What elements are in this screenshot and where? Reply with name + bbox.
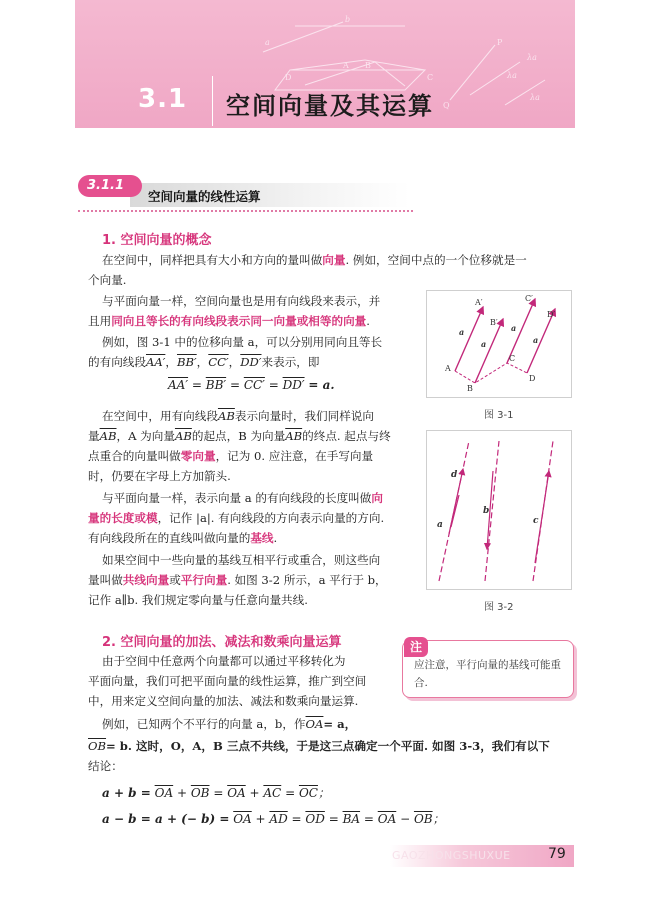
paragraph: 由于空间中任意两个向量都可以通过平移转化为 xyxy=(102,654,346,668)
deco-label: A xyxy=(343,61,349,70)
deco-label: Q xyxy=(443,101,450,110)
label-a: a xyxy=(511,323,517,333)
section-title: 空间向量的线性运算 xyxy=(148,189,261,204)
figure-3-1 xyxy=(426,290,572,398)
figure-3-2-drawing xyxy=(427,431,573,591)
figure-3-2-caption: 图 3-2 xyxy=(484,602,514,613)
paragraph: 与平面向量一样，表示向量 a 的有向线段的长度叫做向 xyxy=(102,491,383,505)
paragraph: 平面向量，我们可把平面向量的线性运算，推广到空间 xyxy=(88,674,367,688)
label-C1: C′ xyxy=(525,294,533,303)
figure-3-1-drawing xyxy=(427,291,573,399)
paragraph: 在空间中，用有向线段$\overline{AB}$表示向量时，我们同样说向 xyxy=(102,409,374,423)
label-B1: B′ xyxy=(490,318,498,327)
paragraph: 个向量. xyxy=(88,273,127,287)
paragraph: 与平面向量一样，空间向量也是用有向线段来表示，并 xyxy=(102,294,381,308)
paragraph: 中，用来定义空间向量的加法、减法和数乘向量运算. xyxy=(88,694,359,708)
equality-formula: AA′ = BB′ = CC′ = DD′ = a. xyxy=(168,378,335,392)
paragraph: 如果空间中一些向量的基线互相平行或重合，则这些向 xyxy=(102,553,381,567)
label-C: C xyxy=(509,354,516,363)
deco-label: a xyxy=(265,38,270,47)
chapter-number: 3.1 xyxy=(138,84,188,114)
label-a: a xyxy=(459,327,465,337)
paragraph: 在空间中，同样把具有大小和方向的量叫做向量. 例如，空间中点的一个位移就是一 xyxy=(102,253,527,267)
label-a: a xyxy=(437,520,443,530)
deco-label: B xyxy=(365,61,371,70)
paragraph: 时，仍要在字母上方加箭头. xyxy=(88,469,231,483)
chapter-title: 空间向量及其运算 xyxy=(226,92,434,120)
addition-formula: $a + b = \overline{OA} + \overline{OB} = \overline{OA} + \overline{AC} = \overline{OC}$； xyxy=(102,786,330,800)
header-divider xyxy=(212,76,213,126)
section-number: 3.1.1 xyxy=(87,178,125,193)
paragraph: 量叫做共线向量或平行向量. 如图 3-2 所示，a 平行于 b， xyxy=(88,573,387,587)
paragraph: 点重合的向量叫做零向量，记为 0. 应注意，在手写向量 xyxy=(88,449,374,463)
label-D1: D′ xyxy=(547,310,556,319)
label-A1: A′ xyxy=(475,298,483,307)
deco-label: b xyxy=(345,15,351,24)
subheading-operations: 2. 空间向量的加法、减法和数乘向量运算 xyxy=(102,635,342,650)
paragraph: 例如，已知两个不平行的向量 a，b，作$\overline{OA}= a$， xyxy=(102,717,357,731)
label-d: d xyxy=(451,470,458,480)
deco-label: P xyxy=(497,38,503,47)
deco-label: λa xyxy=(507,71,517,80)
label-D: D xyxy=(529,374,536,383)
paragraph: 且用同向且等长的有向线段表示同一向量或相等的向量. xyxy=(88,314,370,328)
label-a: a xyxy=(533,335,539,345)
label-c: c xyxy=(533,516,539,526)
label-B: B xyxy=(467,384,473,393)
section-divider xyxy=(78,210,413,212)
figure-3-1-caption: 图 3-1 xyxy=(484,410,514,421)
note-tag: 注 xyxy=(404,637,428,657)
label-A: A xyxy=(445,364,451,373)
label-a: a xyxy=(481,339,487,349)
paragraph: 有向线段所在的直线叫做向量的基线. xyxy=(88,531,278,545)
page-number: 79 xyxy=(548,846,566,862)
deco-label: D xyxy=(285,73,292,82)
deco-label: λa xyxy=(530,93,540,102)
subheading-concept: 1. 空间向量的概念 xyxy=(102,233,212,248)
deco-label: λa xyxy=(527,53,537,62)
deco-label: C xyxy=(427,73,434,82)
note-text: 应注意，平行向量的基线可能重合. xyxy=(414,659,561,689)
paragraph: 量$\overline{AB}$，A 为向量$\overline{AB}$的起点，B 为向量$\overline{AB}$的终点. 起点与终 xyxy=(88,429,391,443)
paragraph: 例如，图 3-1 中的位移向量 a，可以分别用同向且等长 xyxy=(102,335,383,349)
footer-text: GAOZHONGSHUXUE xyxy=(392,849,511,862)
paragraph: 量的长度或模，记作 |a|. 有向线段的方向表示向量的方向. xyxy=(88,511,385,525)
paragraph: $\overline{OB}= b$. 这时，O，A，B 三点不共线，于是这三点确定一个平面. 如图 3-3，我们有以下 xyxy=(88,739,550,753)
paragraph: 的有向线段AA′，BB′，CC′，DD′来表示，即 xyxy=(88,355,320,369)
subtraction-formula: a − b = a + (− $b) = \overline{OA} + \overline{AD} = \overline{OD} = \overline{BA} = \overline{OA} - \overline{OB}$； xyxy=(102,812,445,826)
paragraph: 记作 a∥b. 我们规定零向量与任意向量共线. xyxy=(88,593,308,607)
paragraph: 结论： xyxy=(88,759,123,773)
figure-3-2 xyxy=(426,430,572,590)
label-b: b xyxy=(483,506,490,516)
